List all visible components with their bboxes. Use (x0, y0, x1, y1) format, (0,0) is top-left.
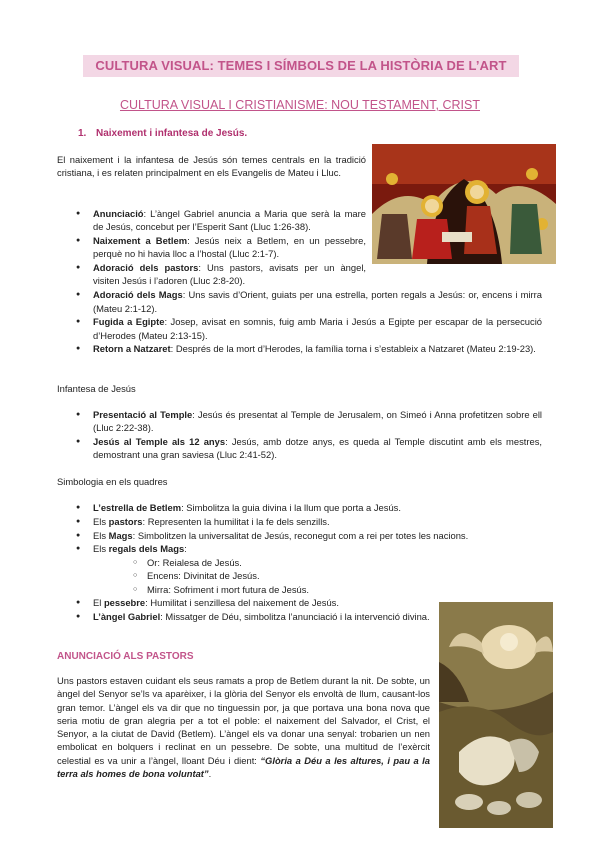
list-item: ● Els pastors: Representen la humilitat i la fe dels senzills. (57, 515, 542, 528)
list-item: ● Adoració dels pastors: Uns pastors, avisats per un àngel, visiten Jesús i l’adoren (Lluc 2:8-20). (57, 261, 366, 288)
list-item: ● Retorn a Natzaret: Després de la mort d’Herodes, la família torna i s’estableix a Natzaret (Mateu 2:19-23). (57, 342, 542, 355)
story-paragraph: Uns pastors estaven cuidant els seus ramats a prop de Betlem durant la nit. De sobte, un àngel del Senyor se’ls va aparèixer, i la glòria del Senyor els envoltà de llum, causant-los gran temor. L’àngel els va dir que no tinguessin por, ja que portava una bona nova que seria motiu de gran alegria per a tot el poble: el naixement del Salvador, el Crist, el Senyor, a la ciutat de David (Betlem). L’àngel els va donar una senyal: trobarien un nen embolicat en bolquers i reclinat en un pessebre. De sobte, una multitud de l’exèrcit celestial es va unir a l’àngel, lloant Déu i dient: “Glòria a Déu a les altures, i pau a la terra als homes de bona voluntat”. (57, 675, 431, 780)
sublist-item: ○ Encens: Divinitat de Jesús. (93, 569, 542, 582)
list-item: ● Presentació al Temple: Jesús és presentat al Temple de Jerusalem, on Simeó i Anna profetitzen sobre ell (Lluc 2:22-38). (57, 408, 542, 435)
list-item: ● Els Mags: Simbolitzen la universalitat de Jesús, reconegut com a rei per totes les nacions. (57, 529, 542, 542)
annunciation-shepherds-image (439, 602, 553, 828)
sublist-item: ○ Mirra: Sofriment i mort futura de Jesús. (93, 583, 542, 596)
gifts-sublist (93, 556, 542, 596)
simbologia-label: Simbologia en els quadres (57, 476, 168, 487)
section-title: Naixement i infantesa de Jesús. (96, 128, 248, 139)
infantesa-label: Infantesa de Jesús (57, 383, 136, 394)
list-item: ● Naixement a Betlem: Jesús neix a Betlem, en un pessebre, perquè no hi havia lloc a l’hostal (Lluc 2:1-7). (57, 234, 366, 261)
events-list (57, 207, 542, 356)
list-item: ● Anunciació: L’àngel Gabriel anuncia a Maria que serà la mare de Jesús, concebut per l’Esperit Sant (Lluc 1:26-38). (57, 207, 366, 234)
document-title-banner: CULTURA VISUAL: TEMES I SÍMBOLS DE LA HISTÒRIA DE L’ART (83, 55, 519, 77)
list-item: ● Fugida a Egipte: Josep, avisat en somnis, fuig amb Maria i Jesús a Egipte per escapar de la persecució d’Herodes (Mateu 2:13-15). (57, 315, 542, 342)
section-heading-pastors: ANUNCIACIÓ ALS PASTORS (57, 651, 194, 662)
sublist-item: ○ Or: Reialesa de Jesús. (93, 556, 542, 569)
infantesa-list (57, 408, 542, 462)
document-subtitle: CULTURA VISUAL I CRISTIANISME: NOU TESTAMENT, CRIST (119, 98, 480, 112)
intro-paragraph: El naixement i la infantesa de Jesús són temes centrals en la tradició cristiana, i es relaten principalment en els Evangelis de Mateu i Lluc. (57, 154, 366, 179)
list-item: ● L’àngel Gabriel: Missatger de Déu, simbolitza l’anunciació i la intervenció divina. (57, 610, 431, 623)
list-item: ● L’estrella de Betlem: Simbolitza la guia divina i la llum que porta a Jesús. (57, 501, 542, 514)
list-item: ● Els regals dels Mags: ○ Or: Reialesa de Jesús. ○ Encens: Divinitat de Jesús. ○ Mirra: Sofriment i mort futura de Jesús. (57, 542, 542, 595)
list-item: ● Adoració dels Mags: Uns savis d’Orient, guiats per una estrella, porten regals a Jesús: or, encens i mirra (Mateu 2:1-12). (57, 288, 542, 315)
list-item: ● Jesús al Temple als 12 anys: Jesús, amb dotze anys, es queda al Temple discutint amb els mestres, demostrant una gran saviesa (Lluc 2:41-52). (57, 435, 542, 462)
list-item: ● El pessebre: Humilitat i senzillesa del naixement de Jesús. (57, 596, 542, 609)
section-number: 1. (78, 128, 87, 139)
